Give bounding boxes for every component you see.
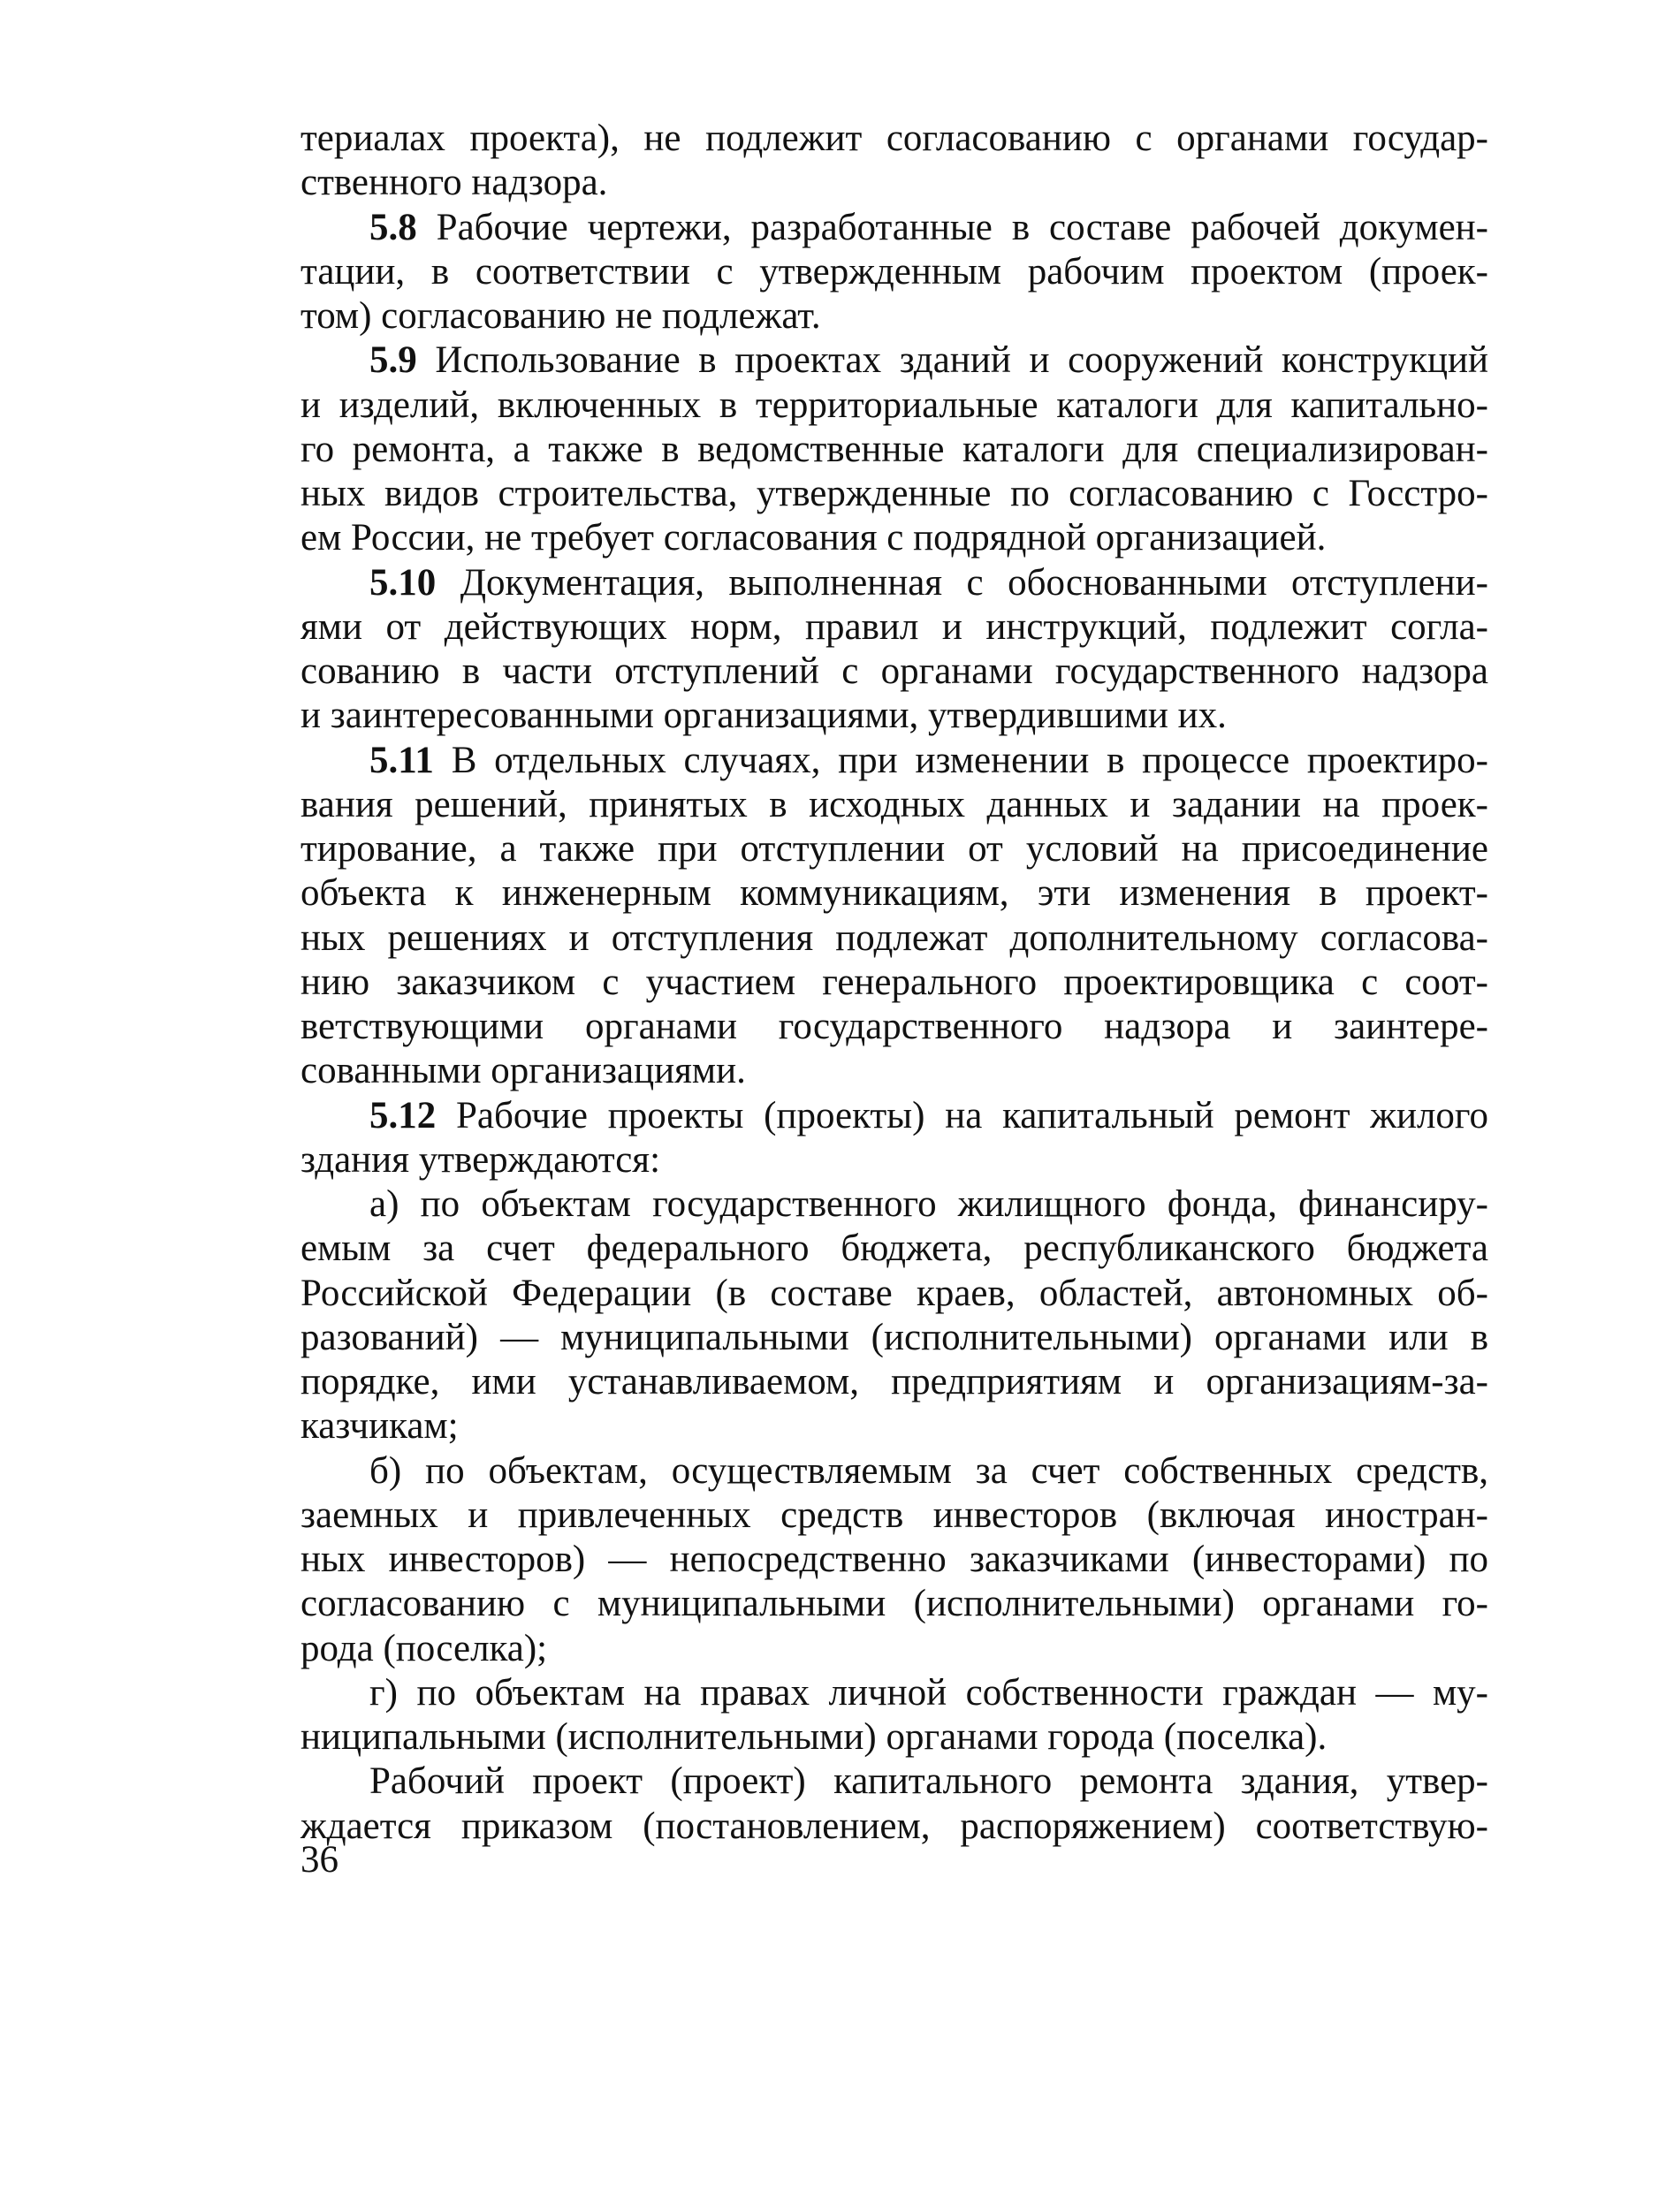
text-line (300, 1360, 1488, 1404)
page-number: 36 (300, 1839, 339, 1881)
line-text: ями от действующих норм, правил и инструкций, подлежит согла- (300, 605, 1488, 648)
text-line (300, 694, 1488, 738)
text-line (300, 1760, 1488, 1804)
text-line (300, 871, 1488, 916)
text-line (300, 1404, 1488, 1448)
line-text: Использование в проектах зданий и сооружений конструкций (416, 339, 1488, 382)
text-line (300, 827, 1488, 871)
line-text: согласованию с муниципальными (исполнительными) органами го- (300, 1583, 1488, 1625)
text-line (300, 117, 1488, 161)
line-text: б) по объектам, осуществляемым за счет собственных средств, (369, 1449, 1488, 1492)
line-text: Российской Федерации (в составе краев, областей, автономных об- (300, 1272, 1488, 1314)
line-text: ем России, не требует согласования с подрядной организацией. (300, 517, 1327, 559)
text-line (300, 1227, 1488, 1271)
text-line (300, 561, 1488, 605)
line-text: казчикам; (300, 1405, 459, 1448)
line-text: Рабочие чертежи, разработанные в составе рабочей докумен- (416, 206, 1488, 248)
line-text: г) по объектам на правах личной собственности граждан — му- (369, 1671, 1488, 1714)
text-line (300, 294, 1488, 338)
line-text: здания утверждаются: (300, 1138, 661, 1181)
text-line (300, 1449, 1488, 1494)
text-line (300, 1582, 1488, 1626)
clause-number: 5.9 (369, 339, 417, 382)
text-line (300, 472, 1488, 516)
line-text: и изделий, включенных в территориальные каталоги для капитально- (300, 384, 1488, 426)
clause-number: 5.11 (369, 739, 434, 781)
line-text: сованию в части отступлений с органами государственного надзора (300, 650, 1488, 692)
line-text: Рабочие проекты (проекты) на капитальный ремонт жилого (436, 1094, 1488, 1136)
line-text: заемных и привлеченных средств инвесторов (включая иностран- (300, 1494, 1488, 1536)
text-line (300, 1272, 1488, 1316)
line-text: Рабочий проект (проект) капитального ремонта здания, утвер- (369, 1760, 1488, 1803)
text-line (300, 605, 1488, 650)
clause-number: 5.10 (369, 561, 437, 604)
line-text: вания решений, принятых в исходных данных и задании на проек- (300, 783, 1488, 825)
text-line (300, 516, 1488, 560)
line-text: разований) — муниципальными (исполнительными) органами или в (300, 1316, 1488, 1358)
text-line (300, 1182, 1488, 1227)
text-line (300, 1005, 1488, 1049)
line-text: ных видов строительства, утвержденные по согласованию с Госстро- (300, 473, 1488, 514)
text-line (300, 250, 1488, 294)
line-text: В отдельных случаях, при изменении в процессе проектиро- (433, 739, 1488, 781)
line-text: а) по объектам государственного жилищного фонда, финансиру- (369, 1183, 1488, 1225)
clause-number: 5.12 (369, 1094, 437, 1136)
line-text: ственного надзора. (300, 162, 608, 204)
text-line (300, 1094, 1488, 1138)
text-line (300, 1671, 1488, 1715)
line-text: объекта к инженерным коммуникациям, эти изменения в проект- (300, 872, 1488, 915)
line-text: ждается приказом (постановлением, распоряжением) соответствую- (300, 1805, 1488, 1847)
line-text: ветствующими органами государственного надзора и заинтере- (300, 1006, 1488, 1047)
text-line (300, 161, 1488, 205)
text-line (300, 1049, 1488, 1093)
line-text: ниципальными (исполнительными) органами города (поселка). (300, 1716, 1327, 1758)
text-line (300, 650, 1488, 694)
text-line (300, 338, 1488, 383)
text-line (300, 783, 1488, 827)
text-line (300, 1494, 1488, 1538)
text-line (300, 384, 1488, 428)
line-text: нию заказчиком с участием генерального проектировщика с соот- (300, 961, 1488, 1003)
clause-number: 5.8 (369, 206, 417, 248)
text-line (300, 1538, 1488, 1582)
line-text: ных инвесторов) — непосредственно заказчиками (инвесторами) по (300, 1539, 1488, 1580)
line-text: тирование, а также при отступлении от условий на присоединение (300, 828, 1488, 870)
line-text: порядке, ими устанавливаемом, предприятиям и организациям-за- (300, 1361, 1488, 1402)
text-line (300, 1138, 1488, 1182)
line-text: ных решениях и отступления подлежат дополнительному согласова- (300, 916, 1488, 959)
line-text: емым за счет федерального бюджета, республиканского бюджета (300, 1228, 1488, 1270)
text-line (300, 961, 1488, 1005)
body-text (300, 117, 1488, 1849)
text-line (300, 739, 1488, 783)
text-line (300, 1316, 1488, 1360)
text-line (300, 1805, 1488, 1849)
line-text: тации, в соответствии с утвержденным рабочим проектом (проек- (300, 250, 1488, 293)
text-line (300, 206, 1488, 250)
text-line (300, 1715, 1488, 1760)
line-text: рода (поселка); (300, 1627, 548, 1669)
line-text: том) согласованию не подлежат. (300, 295, 821, 337)
text-line (300, 916, 1488, 961)
line-text: го ремонта, а также в ведомственные каталоги для специализирован- (300, 428, 1488, 470)
line-text: териалах проекта), не подлежит согласованию с органами государ- (300, 118, 1488, 159)
line-text: и заинтересованными организациями, утвердившими их. (300, 695, 1227, 737)
text-line (300, 428, 1488, 472)
line-text: Документация, выполненная с обоснованными отступлени- (436, 561, 1488, 604)
line-text: сованными организациями. (300, 1050, 746, 1092)
text-line (300, 1627, 1488, 1671)
